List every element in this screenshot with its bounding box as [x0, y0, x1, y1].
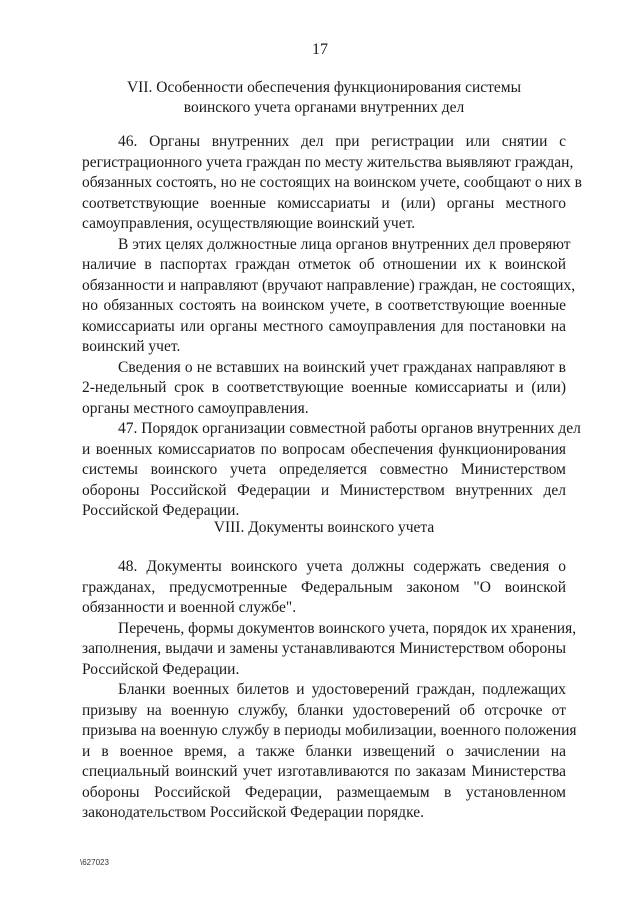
text-line: обороны Российской Федерации, размещаемым в установленном: [82, 783, 566, 801]
text-line: Российской Федерации.: [82, 502, 240, 519]
text-line: обязанности и направляют (вручают направление) граждан, не состоящих,: [82, 276, 576, 294]
text-line: наличие в паспортах граждан отметок об отношении их к воинской: [82, 256, 566, 273]
paragraph-46-verification: [82, 235, 576, 358]
text-line: органы местного самоуправления.: [82, 399, 309, 417]
text-line: Бланки военных билетов и удостоверений граждан, подлежащих: [118, 681, 566, 698]
paragraph-48-forms: [82, 619, 577, 681]
text-line: призыва на военную службу в периоды мобилизации, военного положения: [82, 722, 577, 739]
paragraph-48: [82, 557, 566, 619]
section-7-body: [82, 132, 582, 522]
text-line: 2-недельный срок в соответствующие военные комиссариаты и (или): [82, 379, 566, 396]
text-line: Российской Федерации.: [82, 660, 240, 678]
section-8-title: [82, 518, 566, 538]
text-line: соответствующие военные комиссариаты и (или) органы местного: [82, 194, 566, 212]
section-7-title-line: VII. Особенности обеспечения функционирования системы: [126, 79, 522, 96]
text-line: комиссариаты или органы местного самоуправления для постановки на: [82, 317, 566, 335]
text-line: воинский учет.: [82, 338, 181, 355]
paragraph-46: [82, 132, 582, 235]
text-line: Сведения о не вставших на воинский учет гражданах направляют в: [118, 358, 566, 376]
text-line: законодательством Российской Федерации порядке.: [82, 804, 424, 821]
text-line: обязанности и военной службе".: [82, 599, 297, 616]
document-code: \627023: [80, 858, 109, 867]
section-8-title-line: VIII. Документы воинского учета: [213, 519, 435, 536]
section-8-body: [82, 557, 577, 824]
text-line: но обязанных состоять на воинском учете, в соответствующие военные: [82, 297, 566, 314]
text-line: самоуправления, осуществляющие воинский учет.: [82, 215, 416, 232]
text-line: обязанных состоять, но не состоящих на воинском учете, сообщают о них в: [82, 174, 582, 191]
text-line: и в военное время, а также бланки извещений о зачислении на: [82, 742, 566, 760]
page-number: 17: [312, 41, 328, 58]
text-line: призыву на военную службу, бланки удостоверений об отсрочке от: [82, 701, 566, 719]
text-line: В этих целях должностные лица органов внутренних дел проверяют: [118, 235, 571, 253]
text-line: и военных комиссариатов по вопросам обеспечения функционирования: [82, 440, 566, 458]
text-line: заполнения, выдачи и замены устанавливаются Министерством обороны: [82, 640, 566, 657]
text-line: 46. Органы внутренних дел при регистрации или снятии с: [118, 133, 566, 150]
text-line: 48. Документы воинского учета должны содержать сведения о: [118, 558, 566, 575]
paragraph-48-blanks: [82, 680, 577, 824]
text-line: системы воинского учета определяется совместно Министерством: [82, 461, 566, 478]
text-line: 47. Порядок организации совместной работы органов внутренних дел: [118, 420, 581, 437]
text-line: регистрационного учета граждан по месту жительства выявляют граждан,: [82, 153, 574, 171]
paragraph-47: [82, 419, 581, 522]
text-line: обороны Российской Федерации и Министерством внутренних дел: [82, 481, 566, 499]
paragraph-46-notification: [82, 358, 566, 420]
section-7-title-line: воинского учета органами внутренних дел: [183, 99, 465, 116]
text-line: Перечень, формы документов воинского учета, порядок их хранения,: [118, 619, 577, 637]
text-line: специальный воинский учет изготавливаются по заказам Министерства: [82, 763, 566, 780]
text-line: гражданах, предусмотренные Федеральным законом "О воинской: [82, 578, 566, 596]
section-7-title: [82, 78, 566, 118]
